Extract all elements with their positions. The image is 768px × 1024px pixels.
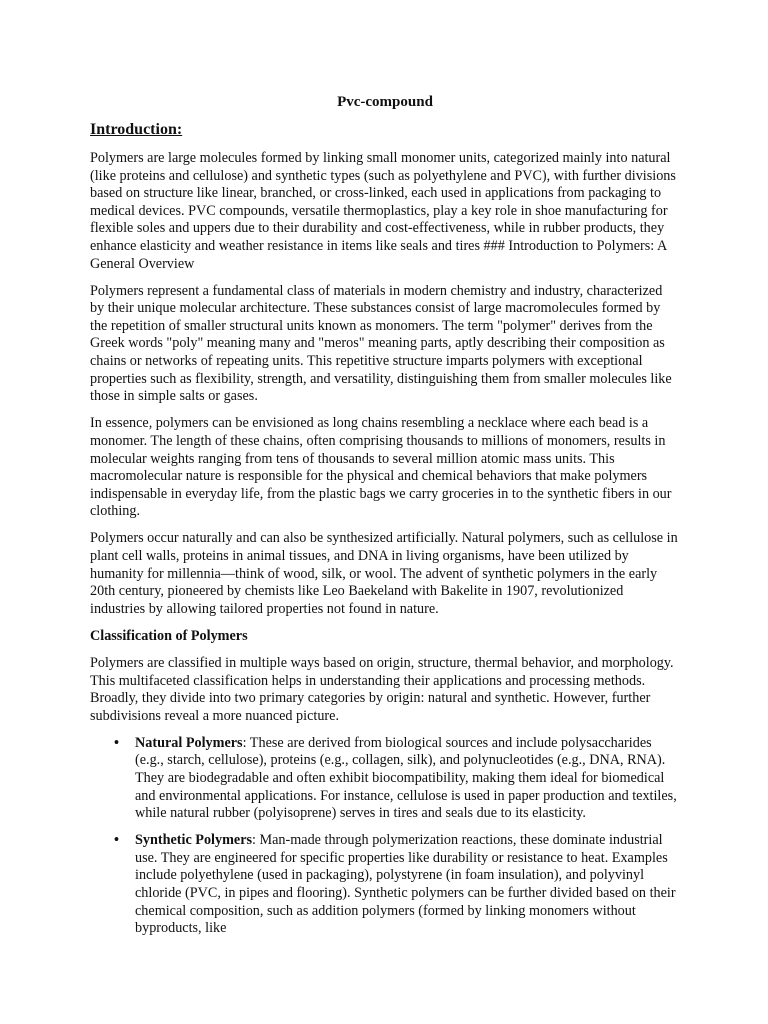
classification-heading: Classification of Polymers [90, 627, 248, 644]
paragraph-classification: Polymers are classified in multiple ways based on origin, structure, thermal behavior, and morphology. This multifaceted classification helps in understanding their applications and processing methods. Broadly, they divide into two primary categories by origin: natural and synthetic. However, further subdivisions reveal a more nuanced picture. [90, 654, 674, 724]
document-title: Pvc-compound [337, 94, 433, 110]
list-item-natural-polymers [114, 734, 680, 823]
bullet-icon: • [114, 734, 119, 751]
introduction-heading: Introduction: [90, 121, 183, 138]
paragraph-intro-summary: Polymers are large molecules formed by linking small monomer units, categorized mainly into natural (like proteins and cellulose) and synthetic types (such as polyethylene and PVC), with further divisions based on structure like linear, branched, or cross-linked, each used in applications from packaging to medical devices. PVC compounds, versatile thermoplastics, play a key role in shoe manufacturing for flexible soles and uppers due to their durability and cost-effectiveness, while in rubber products, they enhance elasticity and weather resistance in items like seals and tires ### Introduction to Polymers: A General Overview [90, 150, 676, 272]
document-page [90, 92, 680, 947]
paragraph-polymer-definition: Polymers represent a fundamental class of materials in modern chemistry and industry, characterized by their unique molecular architecture. These substances consist of large macromolecules formed by the repetition of smaller structural units known as monomers. The term "polymer" derives from the Greek words "poly" meaning many and "meros" meaning parts, aptly describing their composition as chains or networks of repeating units. This repetitive structure imparts polymers with exceptional properties such as flexibility, strength, and versatility, distinguishing them from smaller molecules like those in simple salts or gases. [90, 282, 672, 405]
list-item-term: Natural Polymers [135, 734, 243, 751]
list-item-synthetic-polymers [114, 832, 680, 938]
list-item-text: : These are derived from biological sources and include polysaccharides (e.g., starch, cellulose), proteins (e.g., collagen, silk), and polynucleotides (e.g., DNA, RNA). They are biodegradable and often exhibit biocompatibility, making them ideal for biomedical and environmental applications. For instance, cellulose is used in paper production and textiles, while natural rubber (polyisoprene) serves in tires and seals due to its elasticity. [135, 734, 677, 822]
bullet-icon: • [114, 832, 119, 849]
list-item-text: : Man-made through polymerization reactions, these dominate industrial use. They are engineered for specific properties like durability or resistance to heat. Examples include polyethylene (used in packaging), polystyrene (in foam insulation), and polyvinyl chloride (PVC, in pipes and flooring). Synthetic polymers can be further divided based on their chemical composition, such as addition polymers (formed by linking monomers without byproducts, like [135, 832, 676, 937]
polymer-types-list [90, 735, 680, 938]
paragraph-natural-synthetic: Polymers occur naturally and can also be synthesized artificially. Natural polymers, such as cellulose in plant cell walls, proteins in animal tissues, and DNA in living organisms, have been utilized by humanity for millennia—think of wood, silk, or wool. The advent of synthetic polymers in the early 20th century, pioneered by chemists like Leo Baekeland with Bakelite in 1907, revolutionized industries by allowing tailored properties not found in nature. [90, 530, 678, 617]
paragraph-polymer-chains: In essence, polymers can be envisioned as long chains resembling a necklace where each bead is a monomer. The length of these chains, often comprising thousands to millions of monomers, results in molecular weights ranging from tens of thousands to several million atomic mass units. This macromolecular nature is responsible for the physical and chemical behaviors that make polymers indispensable in everyday life, from the plastic bags we carry groceries in to the synthetic fibers in our clothing. [90, 415, 672, 520]
list-item-term: Synthetic Polymers [135, 832, 253, 849]
